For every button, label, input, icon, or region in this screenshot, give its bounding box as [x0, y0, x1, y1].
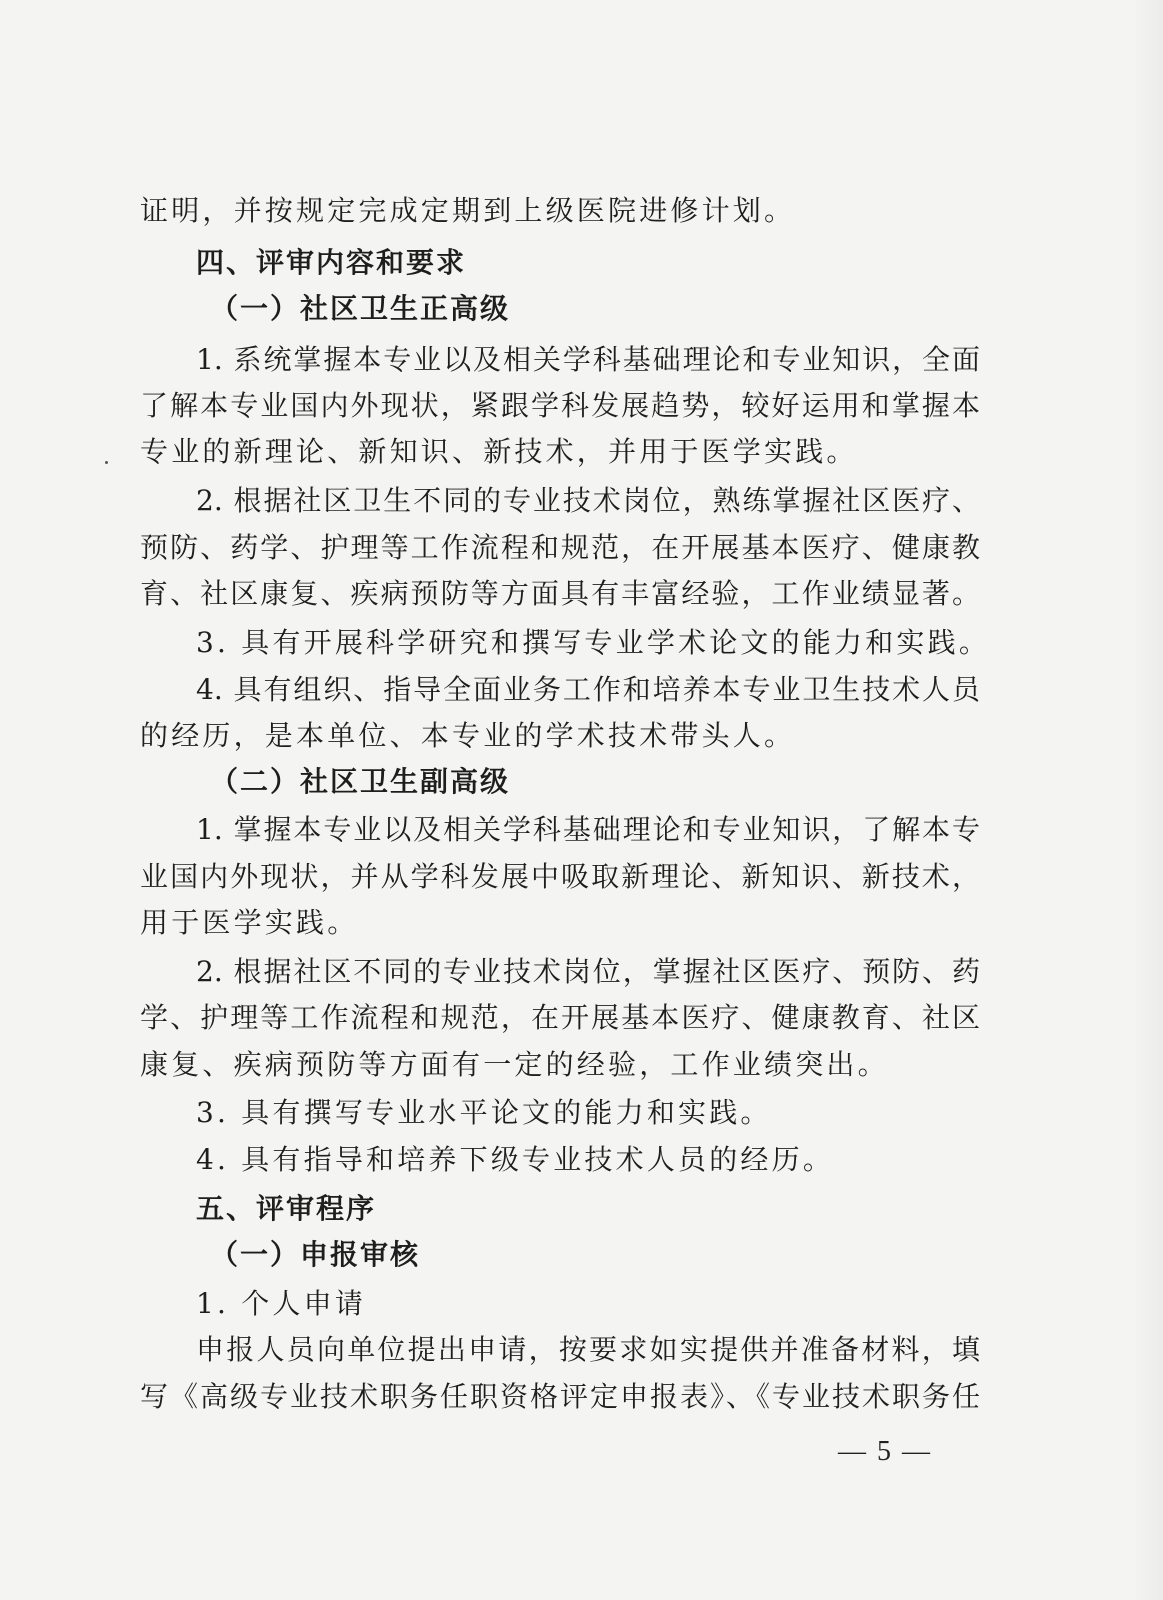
paragraph-line: 证明，并按规定完成定期到上级医院进修计划。: [140, 194, 796, 227]
page-number: — 5 —: [838, 1436, 932, 1467]
paragraph-line: 1. 个人申请: [196, 1287, 367, 1320]
paragraph-line: 4. 具有指导和培养下级专业技术人员的经历。: [196, 1143, 835, 1176]
paragraph-line: 2. 根据社区不同的专业技术岗位，掌握社区医疗、预防、药: [196, 955, 980, 988]
paragraph-line: 专业的新理论、新知识、新技术，并用于医学实践。: [140, 435, 858, 468]
section-heading-5: 五、评审程序: [196, 1192, 377, 1225]
scan-shadow-edge: [1133, 0, 1163, 1600]
paragraph-line: 写《高级专业技术职务任职资格评定申报表》、《专业技术职务任: [140, 1380, 980, 1413]
paragraph-line: 用于医学实践。: [140, 906, 359, 939]
paragraph-line: 3. 具有开展科学研究和撰写专业学术论文的能力和实践。: [196, 626, 991, 659]
paragraph-line: 1. 系统掌握本专业以及相关学科基础理论和专业知识，全面: [196, 343, 980, 376]
paragraph-line: 了解本专业国内外现状，紧跟学科发展趋势，较好运用和掌握本: [140, 389, 980, 422]
paragraph-line: 预防、药学、护理等工作流程和规范，在开展基本医疗、健康教: [140, 531, 980, 564]
paragraph-line: 2. 根据社区卫生不同的专业技术岗位，熟练掌握社区医疗、: [196, 484, 980, 517]
subsection-heading-senior: （一）社区卫生正高级: [210, 292, 511, 325]
paragraph-line: 3. 具有撰写专业水平论文的能力和实践。: [196, 1096, 772, 1129]
paragraph-line: 业国内外现状，并从学科发展中吸取新理论、新知识、新技术，: [140, 860, 980, 893]
paragraph-line: 学、护理等工作流程和规范，在开展基本医疗、健康教育、社区: [140, 1001, 980, 1034]
paragraph-line: 康复、疾病预防等方面有一定的经验，工作业绩突出。: [140, 1048, 889, 1081]
section-heading-4: 四、评审内容和要求: [196, 246, 467, 279]
paragraph-line: 育、社区康复、疾病预防等方面具有丰富经验，工作业绩显著。: [140, 577, 980, 610]
scan-speck: [105, 461, 108, 464]
subsection-heading-associate: （二）社区卫生副高级: [210, 765, 511, 798]
paragraph-line: 的经历，是本单位、本专业的学术技术带头人。: [140, 719, 796, 752]
subsection-heading-application: （一）申报审核: [210, 1238, 421, 1271]
paragraph-line: 申报人员向单位提出申请，按要求如实提供并准备材料，填: [196, 1333, 980, 1366]
paragraph-line: 1. 掌握本专业以及相关学科基础理论和专业知识，了解本专: [196, 813, 980, 846]
paragraph-line: 4. 具有组织、指导全面业务工作和培养本专业卫生技术人员: [196, 673, 980, 706]
